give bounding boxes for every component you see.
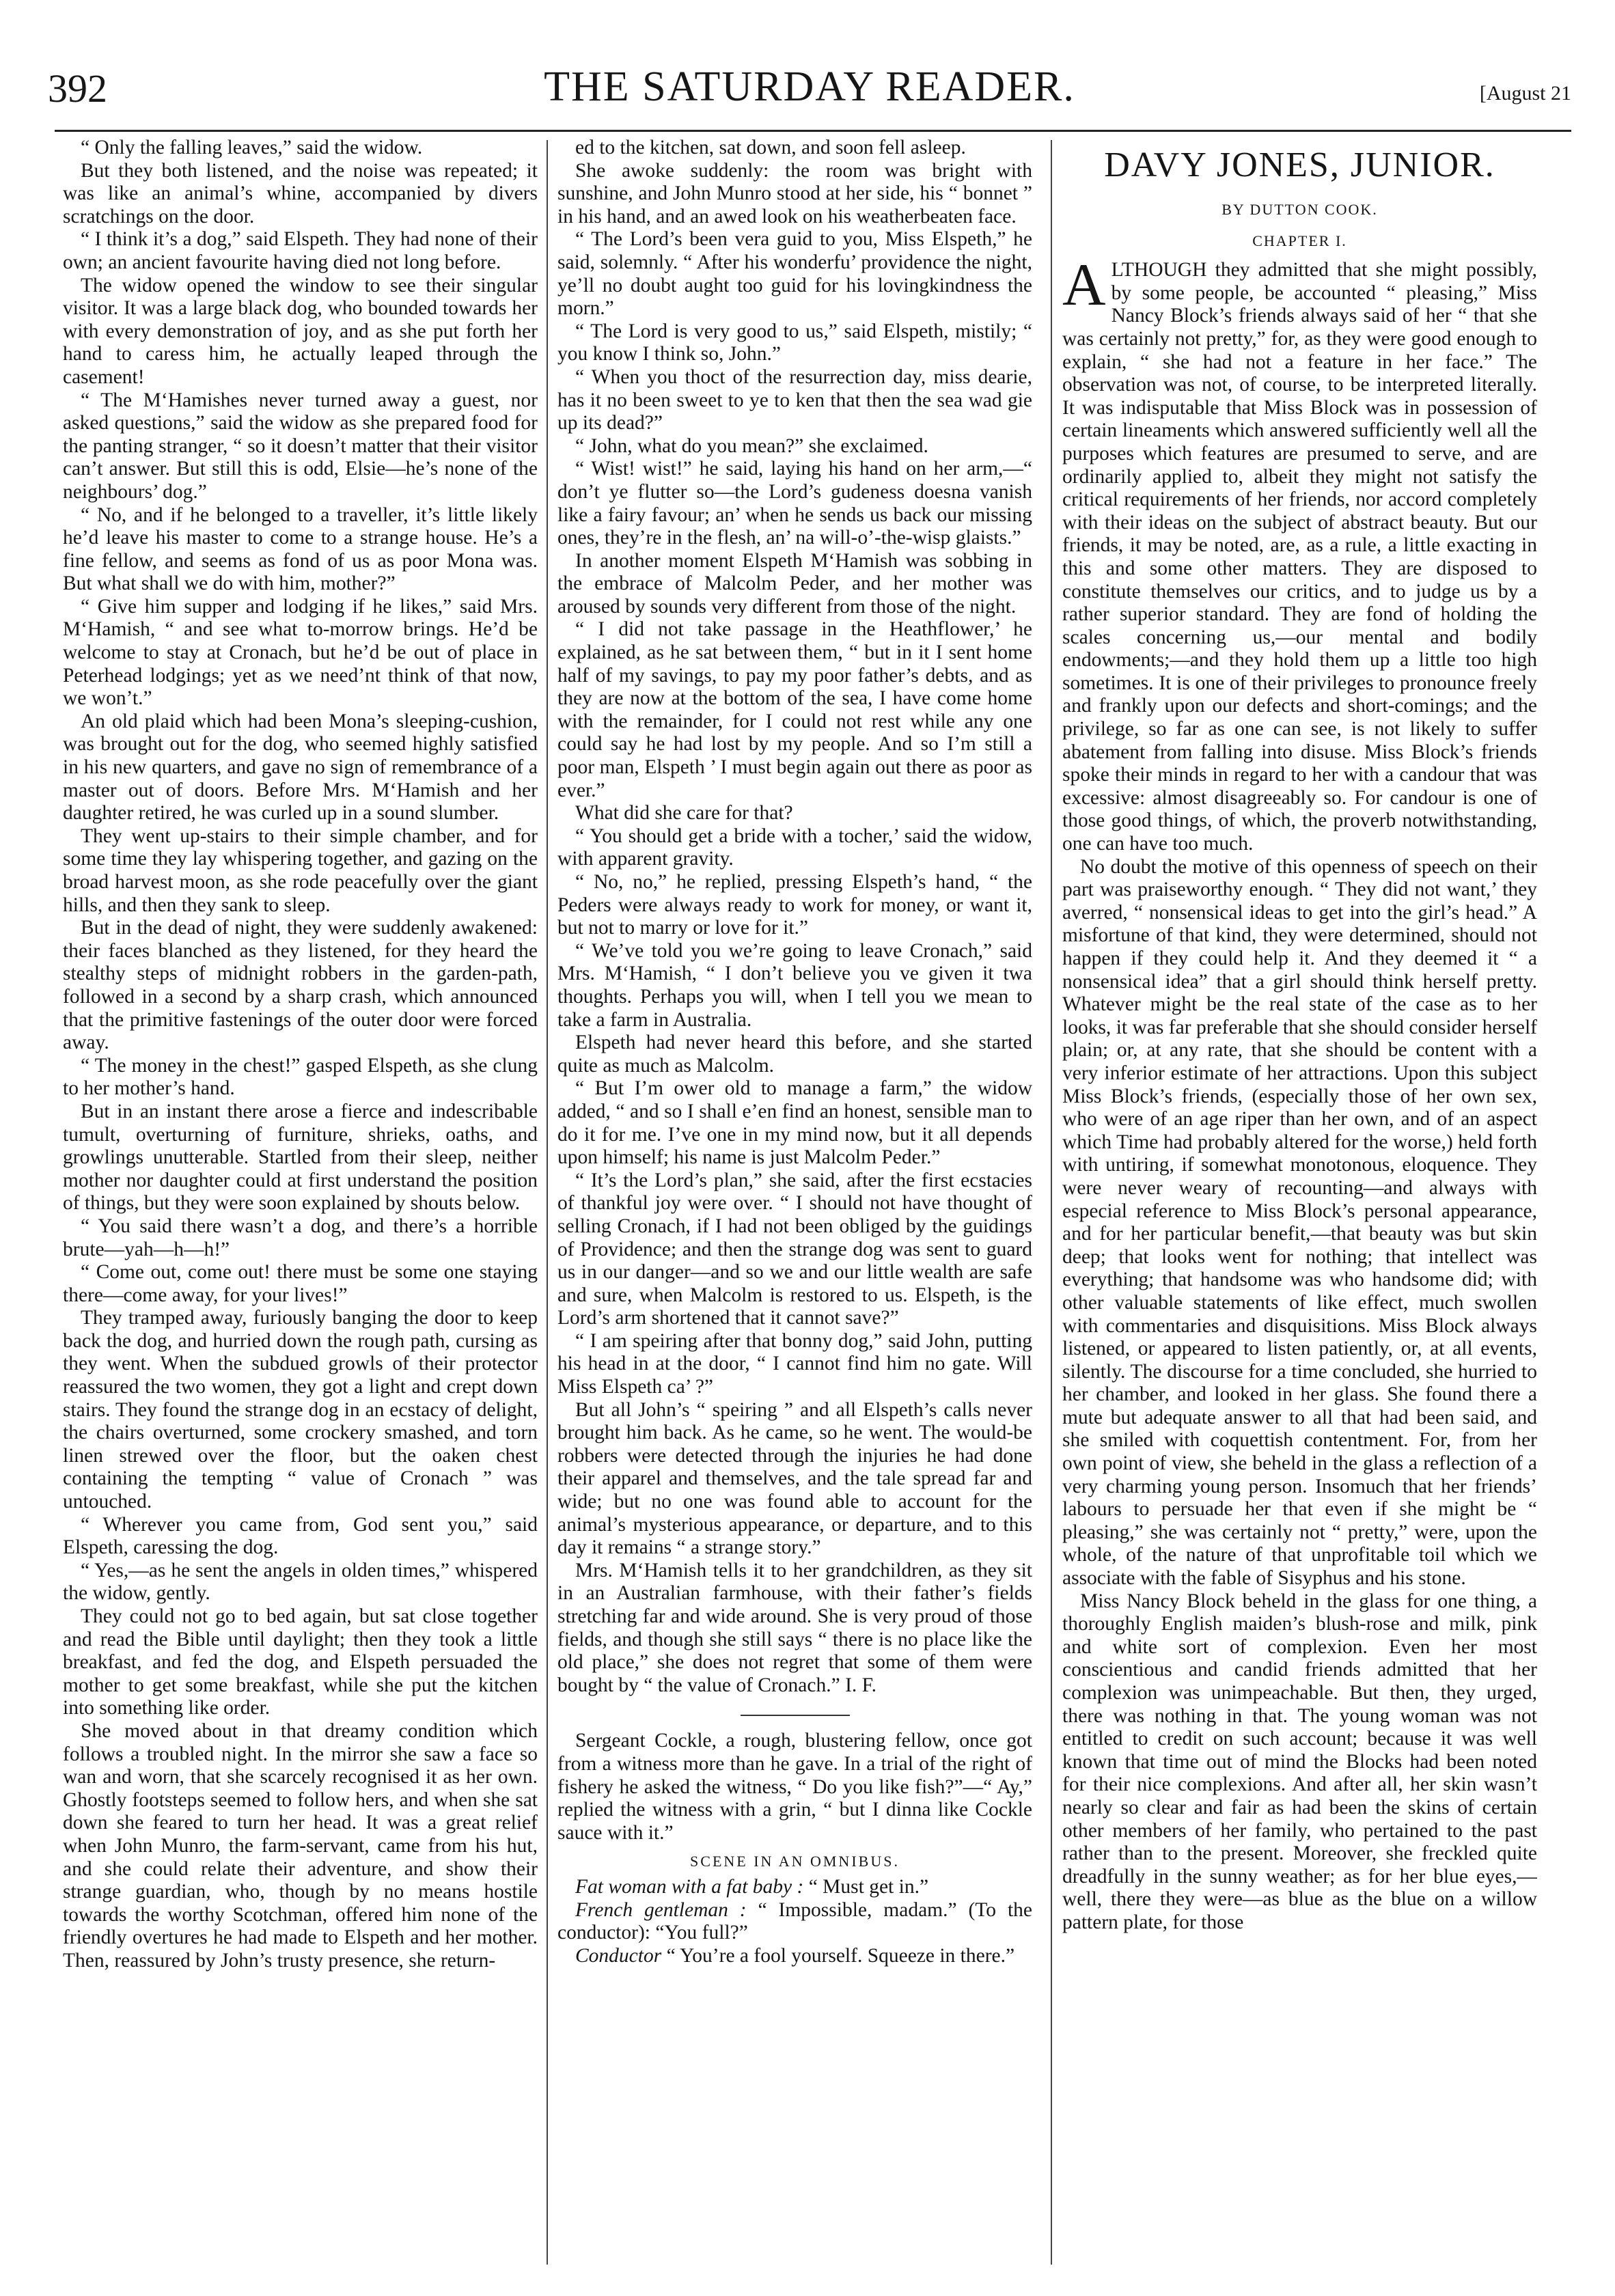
paragraph: “ When you thoct of the resurrection day, miss dearie, has it no been sweet to ye to ken that then the sea wad gie up its dead?” bbox=[557, 365, 1032, 434]
paragraph: Mrs. M‘Hamish tells it to her grandchildren, as they sit in an Australian farmhouse, with their father’s fields stretching far and wide around. She is very proud of those fields, and though she still says “ there is no place like the old place,” she does not regret that some of them were bought by “ the value of Cronach.” I. F. bbox=[557, 1559, 1032, 1696]
paragraph: But all John’s “ speiring ” and all Elspeth’s calls never brought him back. As he came, so he went. The would-be robbers were detected through the injuries he had done their apparel and themselves, and the tale spread far and wide; but no one was found able to account for the animal’s mysterious appearance, or departure, and to this day it remains “ a strange story.” bbox=[557, 1398, 1032, 1559]
paragraph: They tramped away, furiously banging the door to keep back the dog, and hurried down the rough path, cursing as they went. When the subdued growls of their protector reassured the two women, they got a light and crept down stairs. They found the strange dog in an ecstacy of delight, the chairs overturned, some crockery smashed, and torn linen strewed over the floor, but the oaken chest containing the tempting “ value of Cronach ” was untouched. bbox=[63, 1307, 538, 1513]
paragraph: “ You said there wasn’t a dog, and there’s a horrible brute—yah—h—h!” bbox=[63, 1215, 538, 1260]
paragraph: What did she care for that? bbox=[575, 802, 793, 825]
paragraph: “ The Lord is very good to us,” said Elspeth, mistily; “ you know I think so, John.” bbox=[557, 320, 1032, 365]
paragraph: But in the dead of night, they were suddenly awakened: their faces blanched as they listened, for they heard the stealthy steps of midnight robbers in the garden-path, followed in a second by a sharp crash, which announced that the primitive fastenings of the outer door were forced away. bbox=[63, 917, 538, 1054]
column-divider bbox=[547, 140, 548, 2265]
dialogue-line bbox=[557, 1945, 1032, 1968]
paragraph: “ The M‘Hamishes never turned away a guest, nor asked questions,” said the widow as she prepared food for the panting stranger, “ so it doesn’t matter that their visitor can’t answer. But still this is odd, Elsie—he’s none of the neighbours’ dog.” bbox=[63, 389, 538, 503]
column-3 bbox=[1062, 137, 1537, 2268]
paragraph: “ No, no,” he replied, pressing Elspeth’s hand, “ the Peders were always ready to work for money, or want it, but not to marry or love for it.” bbox=[557, 871, 1032, 939]
paragraph: “ Wist! wist!” he said, laying his hand on her arm,—“ don’t ye flutter so—the Lord’s gudeness doesna vanish like a fairy favour; an’ when he sends us back our missing ones, they’re in the flesh, an’ na will-o’-the-wisp glaists.” bbox=[557, 458, 1032, 549]
paragraph: “ The Lord’s been vera guid to you, Miss Elspeth,” he said, solemnly. “ After his wonderfu’ providence the night, ye’ll no doubt aught too guid for his lovingkindness the morn.” bbox=[557, 228, 1032, 320]
paragraph: They could not go to bed again, but sat close together and read the Bible until daylight; then they took a little breakfast, and fed the dog, and Elspeth persuaded the mother to get some breakfast, while she put the kitchen into something like order. bbox=[63, 1605, 538, 1719]
section-divider bbox=[741, 1715, 850, 1716]
page-number: 392 bbox=[48, 66, 107, 111]
paragraph: “ John, what do you mean?” she exclaimed. bbox=[575, 434, 928, 457]
line-text: “ You’re a fool yourself. Squeeze in there.” bbox=[661, 1944, 1015, 1967]
paragraph: “ Yes,—as he sent the angels in olden times,” whispered the widow, gently. bbox=[63, 1559, 538, 1605]
paragraph: In another moment Elspeth M‘Hamish was sobbing in the embrace of Malcolm Peder, and her mother was aroused by sounds very different from those of the night. bbox=[557, 549, 1032, 618]
paragraph: Elspeth had never heard this before, and she started quite as much as Malcolm. bbox=[557, 1032, 1032, 1077]
issue-date: [August 21 bbox=[1479, 82, 1571, 105]
column-2 bbox=[557, 137, 1032, 2268]
paragraph: “ I did not take passage in the Heathflower,’ he explained, as he sat between them, “ but in it I sent home half of my savings, to pay my poor father’s debts, and as they are now at the bottom of the sea, I have come home with the remainder, for I could not rest while any one could say he had lost by my people. And so I’m still a poor man, Elspeth ’ I must begin again out there as poor as ever.” bbox=[557, 618, 1032, 801]
byline: BY DUTTON COOK. bbox=[1221, 201, 1378, 218]
dialogue-line bbox=[557, 1876, 1032, 1899]
paragraph: But in an instant there arose a fierce and indescribable tumult, overturning of furniture, shrieks, oaths, and growlings unutterable. Startled from their sleep, neither mother nor daughter could at first understand the position of things, but they were soon explained by shouts below. bbox=[63, 1100, 538, 1215]
drop-cap: A bbox=[1062, 252, 1106, 319]
paragraph: “ We’ve told you we’re going to leave Cronach,” said Mrs. M‘Hamish, “ I don’t believe you ve given it twa thoughts. Perhaps you will, when I tell you we mean to take a farm in Australia. bbox=[557, 939, 1032, 1031]
line-text: “ Must get in.” bbox=[803, 1875, 929, 1898]
paragraph: “ You should get a bride with a tocher,’ said the widow, with apparent gravity. bbox=[557, 825, 1032, 870]
paragraph: ed to the kitchen, sat down, and soon fell asleep. bbox=[575, 137, 966, 158]
opening-paragraph bbox=[1062, 252, 1537, 855]
paragraph: “ Give him supper and lodging if he likes,” said Mrs. M‘Hamish, “ and see what to-morrow brings. He’d be welcome to stay at Cronach, but he’d be out of place in Peterhead lodgings; yet as we need’nt think of that now, we won’t.” bbox=[63, 595, 538, 710]
column-divider bbox=[1051, 140, 1052, 2265]
line-text: “ Impossible, madam.” (To the conductor): “You full?” bbox=[557, 1898, 1032, 1944]
opening-text: LTHOUGH they admitted that she might possibly, by some people, be accounted “ pleasing,” Miss Nancy Block’s friends always said of her “ that she was certainly not pretty,” for, as they were good enough to explain, “ she had not a feature in her face.” The observation was not, of course, to be interpreted literally. It was indisputable that Miss Block was in possession of certain lineaments which answered sufficiently well all the purposes which features are presumed to serve, and are ordinarily applied to, albeit they might not satisfy the critical requirements of her friends, nor accord completely with their ideas on the subject of abstract beauty. But our friends, it may be noted, are, as a rule, a little exacting in this and some other matters. They are disposed to constitute themselves our critics, and to judge us by a rather superior standard. They are fond of holding the scales concerning us,—our mental and bodily endowments;—and they hold them up a little too high sometimes. It is one of their privileges to pronounce freely and frankly upon our defects and short-comings; and the privilege, so far as one can see, is not likely to suffer abatement from falling into disuse. Miss Block’s friends spoke their minds in regard to her with a candour that was excessive: almost disagreeably so. For candour is one of those good things, of which, the proverb notwithstanding, one can have too much. bbox=[1062, 259, 1537, 855]
scene-dialogue bbox=[557, 1876, 1032, 1967]
paragraph: “ Wherever you came from, God sent you,” said Elspeth, caressing the dog. bbox=[63, 1513, 538, 1559]
speaker: French gentleman : bbox=[575, 1898, 747, 1921]
speaker: Fat woman with a fat baby : bbox=[575, 1875, 804, 1898]
paragraph: “ I am speiring after that bonny dog,” said John, putting his head in at the door, “ I cannot find him no gate. Will Miss Elspeth ca’ ?” bbox=[557, 1329, 1032, 1398]
paragraph: Miss Nancy Block beheld in the glass for one thing, a thoroughly English maiden’s blush-rose and milk, pink and white sort of complexion. Even her most conscientious and candid friends admitted that her complexion was unimpeachable. But then, they urged, there was nothing in that. The young woman was not entitled to credit on such account; because it was well known that time out of mind the Blocks had been noted for their nice complexions. And after all, her skin wasn’t nearly so clear and fair as had been the skins of certain other members of her family, who pertained to the past rather than to the present. Moreover, she freckled quite dreadfully in the sunny weather; as for her blue eyes,—well, there they were—as blue as the blue on a willow pattern plate, for those bbox=[1062, 1590, 1537, 1933]
masthead-title: THE SATURDAY READER. bbox=[544, 64, 1075, 110]
scene-heading: SCENE IN AN OMNIBUS. bbox=[690, 1853, 900, 1870]
paragraph: But they both listened, and the noise was repeated; it was like an animal’s whine, accompanied by divers scratchings on the door. bbox=[63, 159, 538, 227]
header-rule bbox=[55, 130, 1571, 132]
paragraph: “ Come out, come out! there must be some one staying there—come away, for your lives!” bbox=[63, 1261, 538, 1306]
paragraph: “ It’s the Lord’s plan,” she said, after the first ecstacies of thankful joy were over. “ I should not have thought of selling Cronach, if I had not been obliged by the guidings of Providence; and then the strange dog was sent to guard us in our danger—and so we and our little wealth are safe and sure, when Malcolm is restored to us. Elspeth, is the Lord’s arm shortened that it cannot save?” bbox=[557, 1169, 1032, 1329]
paragraph: “ Only the falling leaves,” said the widow. bbox=[81, 137, 423, 158]
paragraph: She awoke suddenly: the room was bright with sunshine, and John Munro stood at her side, his “ bonnet ” in his hand, and an awed look on his weatherbeaten face. bbox=[557, 159, 1032, 227]
paragraph: “ I think it’s a dog,” said Elspeth. They had none of their own; an ancient favourite having died not long before. bbox=[63, 228, 538, 273]
column-1 bbox=[63, 137, 538, 2268]
paragraph: “ But I’m ower old to manage a farm,” the widow added, “ and so I shall e’en find an honest, sensible man to do it for me. I’ve one in my mind now, but it all depends upon himself; his name is just Malcolm Peder.” bbox=[557, 1077, 1032, 1169]
paragraph: She moved about in that dreamy condition which follows a troubled night. In the mirror she saw a face so wan and worn, that she scarcely recognised it as her own. Ghostly footsteps seemed to follow hers, and when she sat down she feared to turn her head. It was a great relief when John Munro, the farm-servant, came from his hut, and she could relate their adventure, and show their strange guardian, who, though by no means hostile towards the worthy Scotchman, offered him none of the friendly overtures he had made to Elspeth and her mother. Then, reassured by John’s trusty presence, she return- bbox=[63, 1719, 538, 1972]
paragraph: The widow opened the window to see their singular visitor. It was a large black dog, who bounded towards her with every demonstration of joy, and as she put forth her hand to caress him, he actually leaped through the casement! bbox=[63, 274, 538, 388]
speaker: Conductor bbox=[575, 1944, 662, 1967]
page-header bbox=[48, 60, 1571, 122]
dialogue-line bbox=[557, 1899, 1032, 1945]
anecdote-paragraph: Sergeant Cockle, a rough, blustering fellow, once got from a witness more than he gave. In a trial of the right of fishery he asked the witness, “ Do you like fish?”—“ Ay,” replied the witness with a grin, “ but I dinna like Cockle sauce with it.” bbox=[557, 1730, 1032, 1844]
story-title: DAVY JONES, JUNIOR. bbox=[1104, 146, 1495, 184]
chapter-heading: CHAPTER I. bbox=[1252, 232, 1347, 249]
paragraph: They went up-stairs to their simple chamber, and for some time they lay whispering together, and gazing on the broad harvest moon, as she rode peacefully over the giant hills, and then they sank to sleep. bbox=[63, 825, 538, 916]
paragraph: An old plaid which had been Mona’s sleeping-cushion, was brought out for the dog, who seemed highly satisfied in his new quarters, and gave no sign of remembrance of a master out of doors. Before Mrs. M‘Hamish and her daughter retired, he was curled up in a sound slumber. bbox=[63, 710, 538, 825]
paragraph: No doubt the motive of this openness of speech on their part was praiseworthy enough. “ They did not want,’ they averred, “ nonsensical ideas to get into the girl’s head.” A misfortune of that kind, they were determined, should not happen if they could help it. And they deemed it “ a nonsensical idea” that a girl should think herself pretty. Whatever might be the real state of the case as to her looks, it was far preferable that she should consider herself plain; or, at any rate, that she should be content with a very inferior estimate of her attractions. Upon this subject Miss Block’s friends, (especially those of her own sex, who were of an age riper than her own, and of an aspect which Time had probably altered for the worse,) held forth with untiring, if somewhat monotonous, eloquence. They were never weary of recounting—and always with especial reference to Miss Block’s personal appearance, and for her particular benefit,—that beauty was but skin deep; that looks went for nothing; that intellect was everything; that handsome was who handsome did; with other valuable statements of like effect, much swollen with commentaries and disquisitions. Miss Block always listened, or appeared to listen patiently, or, at all events, silently. The discourse for a time concluded, she hurried to her chamber, and looked in her glass. She found there a mute but adequate answer to all that had been said, and she smiled with coquettish contentment. For, from her own point of view, she beheld in the glass a reflection of a very charming young person. Insomuch that her friends’ labours to persuade her that even if she might be “ pleasing,” she was certainly not “ pretty,” were, upon the whole, of the nature of that unprofitable toil which we associate with the fable of Sisyphus and his stone. bbox=[1062, 855, 1537, 1590]
paragraph: “ The money in the chest!” gasped Elspeth, as she clung to her mother’s hand. bbox=[63, 1054, 538, 1100]
paragraph: “ No, and if he belonged to a traveller, it’s little likely he’d leave his master to come to a strange house. He’s a fine fellow, and seems as fond of us as poor Mona was. But what shall we do with him, mother?” bbox=[63, 503, 538, 595]
